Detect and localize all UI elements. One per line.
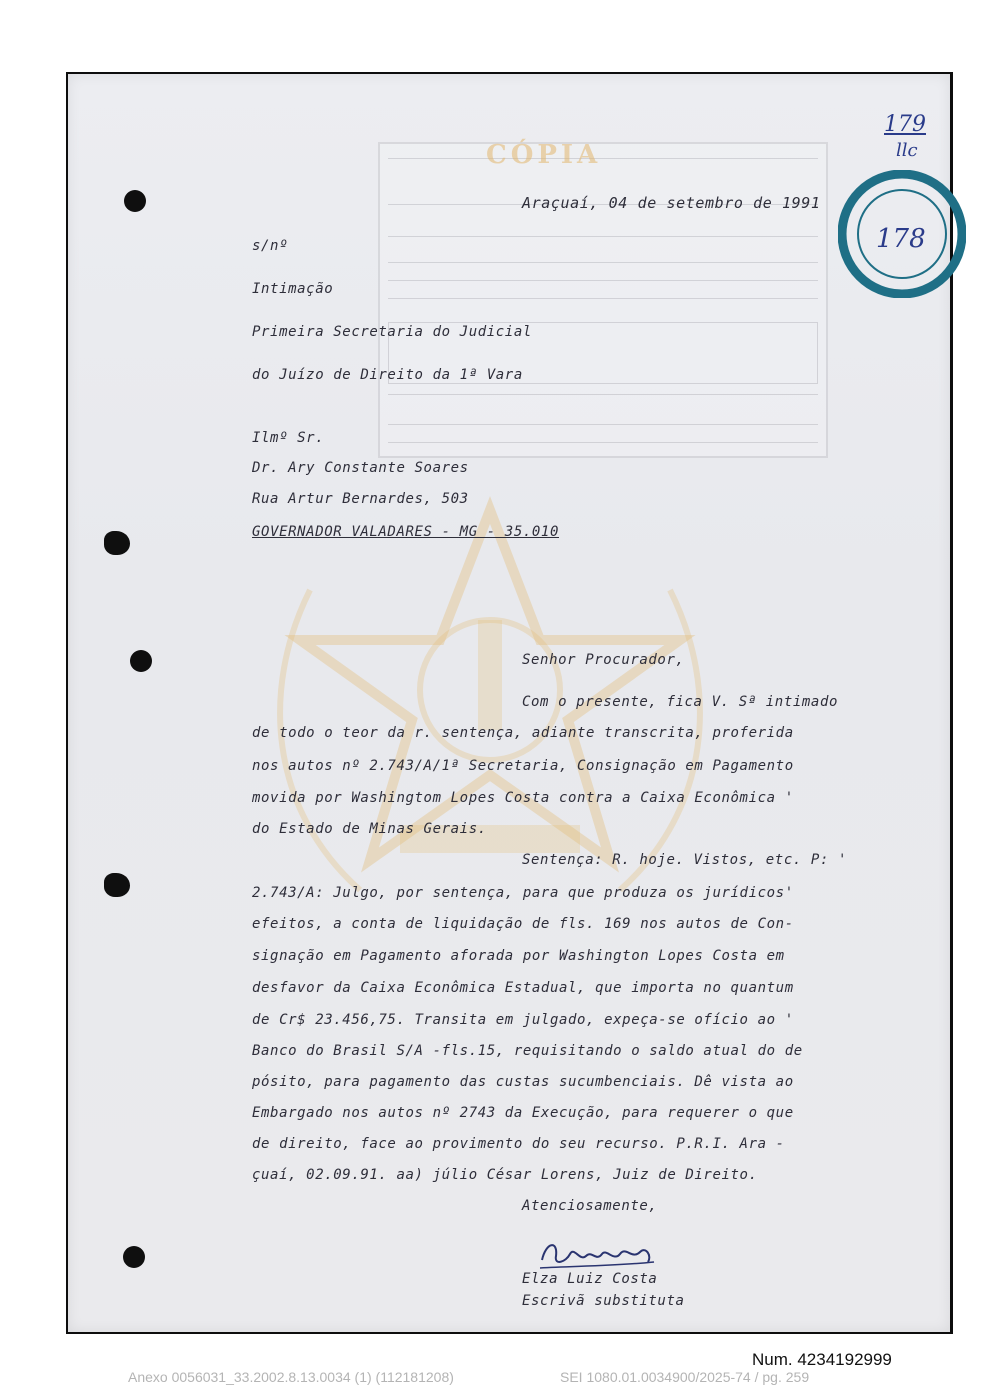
punch-hole bbox=[124, 190, 146, 212]
punch-hole bbox=[130, 650, 152, 672]
issuer-line-2: do Juízo de Direito da 1ª Vara bbox=[252, 367, 523, 383]
addressee-title: Ilmº Sr. bbox=[252, 430, 325, 446]
page-number-handwritten: 179 bbox=[884, 112, 926, 137]
addressee-name: Dr. Ary Constante Soares bbox=[252, 460, 469, 476]
body-line: desfavor da Caixa Econômica Estadual, que importa no quantum bbox=[252, 980, 794, 996]
postal-form-stamp bbox=[378, 142, 828, 458]
addressee-street: Rua Artur Bernardes, 503 bbox=[252, 491, 469, 507]
annex-reference: Anexo 0056031_33.2002.8.13.0034 (1) (112181208) bbox=[128, 1369, 454, 1385]
body-line: nos autos nº 2.743/A/1ª Secretaria, Consignação em Pagamento bbox=[252, 758, 794, 774]
body-line: Embargado nos autos nº 2743 da Execução, para requerer o que bbox=[252, 1105, 794, 1121]
salutation: Senhor Procurador, bbox=[522, 652, 685, 668]
body-line: de todo o teor da r. sentença, adiante transcrita, proferida bbox=[252, 725, 794, 741]
punch-hole bbox=[123, 1246, 145, 1268]
body-line: 2.743/A: Julgo, por sentença, para que produza os jurídicos' bbox=[252, 885, 794, 901]
issuer-line-1: Primeira Secretaria do Judicial bbox=[252, 324, 532, 340]
reference-number: s/nº bbox=[252, 238, 289, 254]
body-line: pósito, para pagamento das custas sucumbenciais. Dê vista ao bbox=[252, 1074, 794, 1090]
subject-line: Intimação bbox=[252, 281, 334, 297]
body-line: Com o presente, fica V. Sª intimado bbox=[522, 694, 839, 710]
signer-role: Escrivã substituta bbox=[522, 1293, 685, 1309]
handwritten-signature bbox=[536, 1232, 656, 1272]
sei-reference: SEI 1080.01.0034900/2025-74 / pg. 259 bbox=[560, 1369, 810, 1385]
body-line: signação em Pagamento aforada por Washington Lopes Costa em bbox=[252, 948, 785, 964]
body-line: çuaí, 02.09.91. aa) júlio César Lorens, Juiz de Direito. bbox=[252, 1167, 758, 1183]
page-initials-handwritten: llc bbox=[896, 140, 918, 161]
punch-hole bbox=[104, 531, 130, 555]
punch-hole bbox=[104, 873, 130, 897]
body-line: Banco do Brasil S/A -fls.15, requisitando o saldo atual do de bbox=[252, 1043, 803, 1059]
body-line: efeitos, a conta de liquidação de fls. 169 nos autos de Con- bbox=[252, 916, 794, 932]
date-line: Araçuaí, 04 de setembro de 1991 bbox=[522, 194, 821, 212]
copia-stamp-label: CÓPIA bbox=[486, 140, 602, 170]
body-line: Sentença: R. hoje. Vistos, etc. P: ' bbox=[522, 852, 848, 868]
body-line: do Estado de Minas Gerais. bbox=[252, 821, 487, 837]
coat-of-arms-watermark bbox=[250, 470, 730, 950]
page-number-in-circle: 178 bbox=[876, 224, 926, 254]
signer-name: Elza Luiz Costa bbox=[522, 1271, 658, 1287]
body-line: de Cr$ 23.456,75. Transita em julgado, expeça-se ofício ao ' bbox=[252, 1012, 794, 1028]
body-line: de direito, face ao provimento do seu recurso. P.R.I. Ara - bbox=[252, 1136, 785, 1152]
document-number: Num. 4234192999 bbox=[752, 1350, 892, 1369]
body-line: movida por Washingtom Lopes Costa contra a Caixa Econômica ' bbox=[252, 790, 794, 806]
addressee-city: GOVERNADOR VALADARES - MG - 35.010 bbox=[252, 524, 559, 540]
closing: Atenciosamente, bbox=[522, 1198, 658, 1214]
